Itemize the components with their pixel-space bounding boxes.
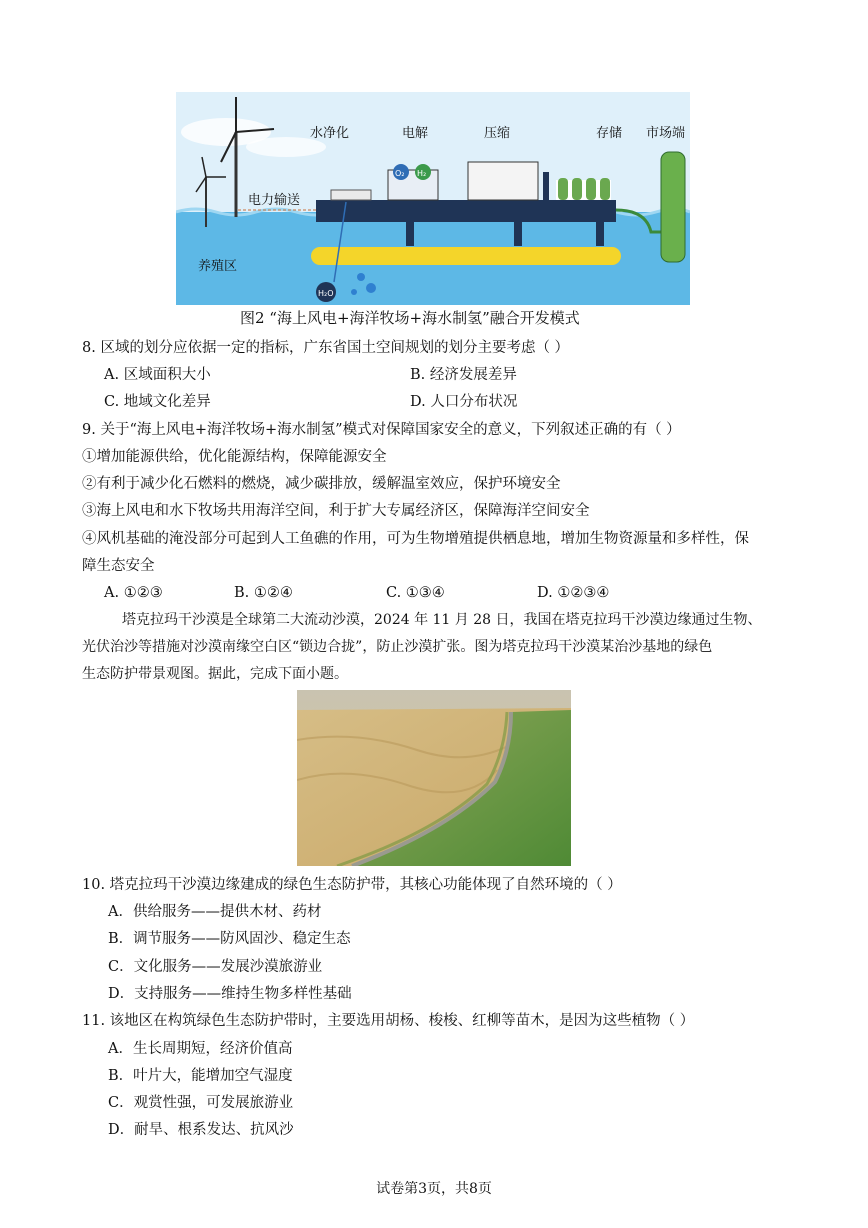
question-9-option-a: A. ①②③ [104, 585, 163, 601]
label-o2: O₂ [395, 169, 405, 178]
passage-line-1: 塔克拉玛干沙漠是全球第二大流动沙漠，2024 年 11 月 28 日，我国在塔克拉玛干沙漠边缘通过生物、 [122, 612, 762, 628]
passage-line-3: 生态防护带景观图。据此，完成下面小题。 [82, 666, 348, 682]
label-h2: H₂ [417, 169, 427, 178]
question-8-stem: 8. 区域的划分应依据一定的指标，广东省国土空间规划的划分主要考虑（ ） [82, 340, 570, 356]
figure-caption: 图2 “海上风电+海洋牧场+海水制氢”融合开发模式 [240, 309, 580, 327]
label-power-transmission: 电力输送 [248, 193, 301, 208]
question-11-option-d: D．耐旱、根系发达、抗风沙 [108, 1122, 294, 1138]
question-10-option-c: C．文化服务——发展沙漠旅游业 [108, 959, 323, 975]
label-water-purify: 水净化 [310, 126, 350, 141]
page-footer: 试卷第3页，共8页 [376, 1181, 492, 1197]
question-9-option-d: D. ①②③④ [537, 585, 610, 601]
label-market: 市场端 [646, 126, 686, 141]
question-10-stem: 10. 塔克拉玛干沙漠边缘建成的绿色生态防护带，其核心功能体现了自然环境的（ ） [82, 877, 622, 893]
label-aquaculture: 养殖区 [198, 259, 238, 274]
question-9-item-4-cont: 障生态安全 [82, 558, 155, 574]
desert-greenbelt-photo [297, 690, 571, 866]
label-compress: 压缩 [484, 126, 511, 141]
question-8-option-c: C. 地域文化差异 [104, 394, 211, 410]
label-h2o: H₂O [318, 289, 334, 298]
label-storage: 存储 [596, 126, 623, 141]
question-11-option-c: C．观赏性强，可发展旅游业 [108, 1095, 294, 1111]
question-9-stem: 9. 关于“海上风电+海洋牧场+海水制氢”模式对保障国家安全的意义，下列叙述正确的有（ ） [82, 422, 681, 438]
passage-line-2: 光伏治沙等措施对沙漠南缘空白区“锁边合拢”，防止沙漠扩张。图为塔克拉玛干沙漠某治沙基地的绿色 [82, 639, 713, 655]
question-11-option-a: A．生长周期短，经济价值高 [108, 1041, 293, 1057]
question-8-option-d: D. 人口分布状况 [410, 394, 518, 410]
question-11-option-b: B．叶片大，能增加空气湿度 [108, 1068, 293, 1084]
question-9-option-b: B. ①②④ [234, 585, 293, 601]
question-10-option-b: B．调节服务——防风固沙、稳定生态 [108, 931, 351, 947]
question-10-option-d: D．支持服务——维持生物多样性基础 [108, 986, 352, 1002]
figure-offshore-wind-hydrogen-diagram [176, 92, 690, 305]
question-9-item-4: ④风机基础的淹没部分可起到人工鱼礁的作用，可为生物增殖提供栖息地，增加生物资源量和多样性，保 [82, 531, 749, 547]
question-10-option-a: A．供给服务——提供木材、药材 [108, 904, 322, 920]
question-9-item-3: ③海上风电和水下牧场共用海洋空间，利于扩大专属经济区，保障海洋空间安全 [82, 503, 590, 519]
label-electrolysis: 电解 [402, 126, 429, 141]
question-9-item-1: ①增加能源供给，优化能源结构，保障能源安全 [82, 449, 387, 465]
question-11-stem: 11. 该地区在构筑绿色生态防护带时，主要选用胡杨、梭梭、红柳等苗木，是因为这些植物（ ） [82, 1013, 695, 1029]
question-8-option-b: B. 经济发展差异 [410, 367, 517, 383]
question-8-option-a: A. 区域面积大小 [104, 367, 211, 383]
question-9-option-c: C. ①③④ [386, 585, 445, 601]
question-9-item-2: ②有利于减少化石燃料的燃烧，减少碳排放，缓解温室效应，保护环境安全 [82, 476, 561, 492]
